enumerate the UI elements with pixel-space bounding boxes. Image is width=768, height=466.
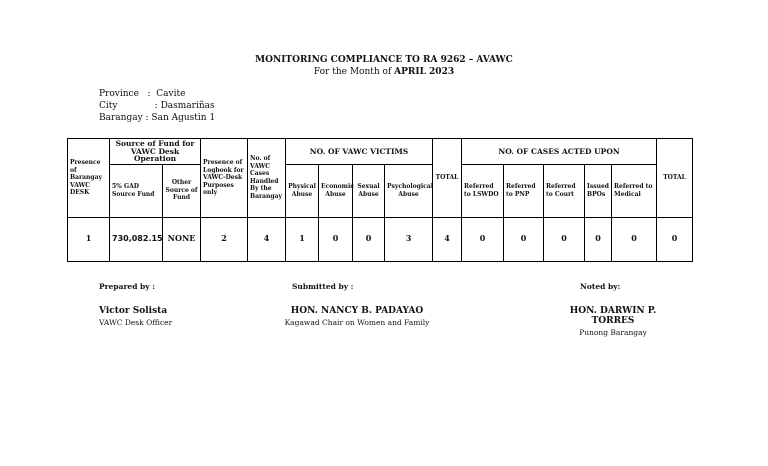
value-economic: 0 <box>319 217 353 261</box>
noted-by-block <box>548 282 678 337</box>
province-label: Province <box>99 89 139 99</box>
header-economic-abuse: Economic Abuse <box>319 164 353 217</box>
prepared-by-label: Prepared by : <box>99 282 156 291</box>
province-value: Cavite <box>156 89 186 99</box>
submitted-by-label: Submitted by : <box>292 282 354 291</box>
value-presence-desk: 1 <box>68 217 110 261</box>
header-referred-pnp: Referred to PNP <box>504 164 544 217</box>
barangay-label: Barangay <box>99 113 143 123</box>
value-lswdo: 0 <box>462 217 504 261</box>
noted-by-name: HON. DARWIN P. TORRES <box>569 306 657 326</box>
prepared-by-position: VAWC Desk Officer <box>99 318 173 327</box>
header-sexual-abuse: Sexual Abuse <box>353 164 385 217</box>
header-gad-fund: 5% GAD Source Fund <box>110 164 163 217</box>
value-sexual: 0 <box>353 217 385 261</box>
city-value: Dasmariñas <box>160 101 215 111</box>
header-issued-bpos: Issued BPOs <box>585 164 612 217</box>
value-gad-fund: 730,082.15 <box>110 217 163 261</box>
header-logbook: Presence of Logbook for VAWC-Desk Purposes only <box>201 139 248 218</box>
header-psychological-abuse: Psychological Abuse <box>385 164 433 217</box>
value-physical: 1 <box>286 217 319 261</box>
city-label: City <box>99 101 118 111</box>
header-referred-court: Referred to Court <box>544 164 585 217</box>
value-medical: 0 <box>612 217 657 261</box>
report-period <box>0 67 768 77</box>
compliance-table <box>67 138 693 262</box>
period-month: APRIL 2023 <box>394 67 455 77</box>
header-cases-acted-upon: NO. OF CASES ACTED UPON <box>462 139 657 165</box>
header-presence-desk: Presence of Barangay VAWC DESK <box>68 139 110 218</box>
submitted-by-position: Kagawad Chair on Women and Family <box>284 318 430 327</box>
value-pnp: 0 <box>504 217 544 261</box>
header-total-acted: TOTAL <box>657 139 693 218</box>
report-title: MONITORING COMPLIANCE TO RA 9262 – AVAWC <box>255 55 513 65</box>
location-info <box>99 88 215 124</box>
header-total-victims: TOTAL <box>433 139 462 218</box>
table-row <box>68 217 693 261</box>
header-other-fund: Other Source of Fund <box>163 164 201 217</box>
value-psychological: 3 <box>385 217 433 261</box>
value-total-acted: 0 <box>657 217 693 261</box>
province-row: Province : Cavite <box>99 89 186 99</box>
noted-by-label: Noted by: <box>580 282 621 291</box>
header-physical-abuse: Physical Abuse <box>286 164 319 217</box>
value-cases-handled: 4 <box>248 217 286 261</box>
submitted-by-block <box>262 282 452 327</box>
city-row: City : Dasmariñas <box>99 101 215 111</box>
value-court: 0 <box>544 217 585 261</box>
header-cases-handled: No. of VAWC Cases Handled By the Barangay <box>248 139 286 218</box>
prepared-by-block <box>99 282 172 327</box>
header-referred-medical: Referred to Medical <box>612 164 657 217</box>
value-bpos: 0 <box>585 217 612 261</box>
header-vawc-victims: NO. OF VAWC VICTIMS <box>286 139 433 165</box>
submitted-by-name: HON. NANCY B. PADAYAO <box>290 306 424 316</box>
prepared-by-name: Victor Solista <box>99 306 168 316</box>
header-referred-lswdo: Referred to LSWDO <box>462 164 504 217</box>
noted-by-position: Punong Barangay <box>579 328 647 337</box>
value-logbook: 2 <box>201 217 248 261</box>
value-other-fund: NONE <box>163 217 201 261</box>
barangay-row: Barangay : San Agustin 1 <box>99 113 216 123</box>
period-prefix: For the Month of <box>313 67 395 77</box>
barangay-value: San Agustin 1 <box>151 113 216 123</box>
value-total-victims: 4 <box>433 217 462 261</box>
header-source-of-fund: Source of Fund for VAWC Desk Operation <box>110 139 201 165</box>
